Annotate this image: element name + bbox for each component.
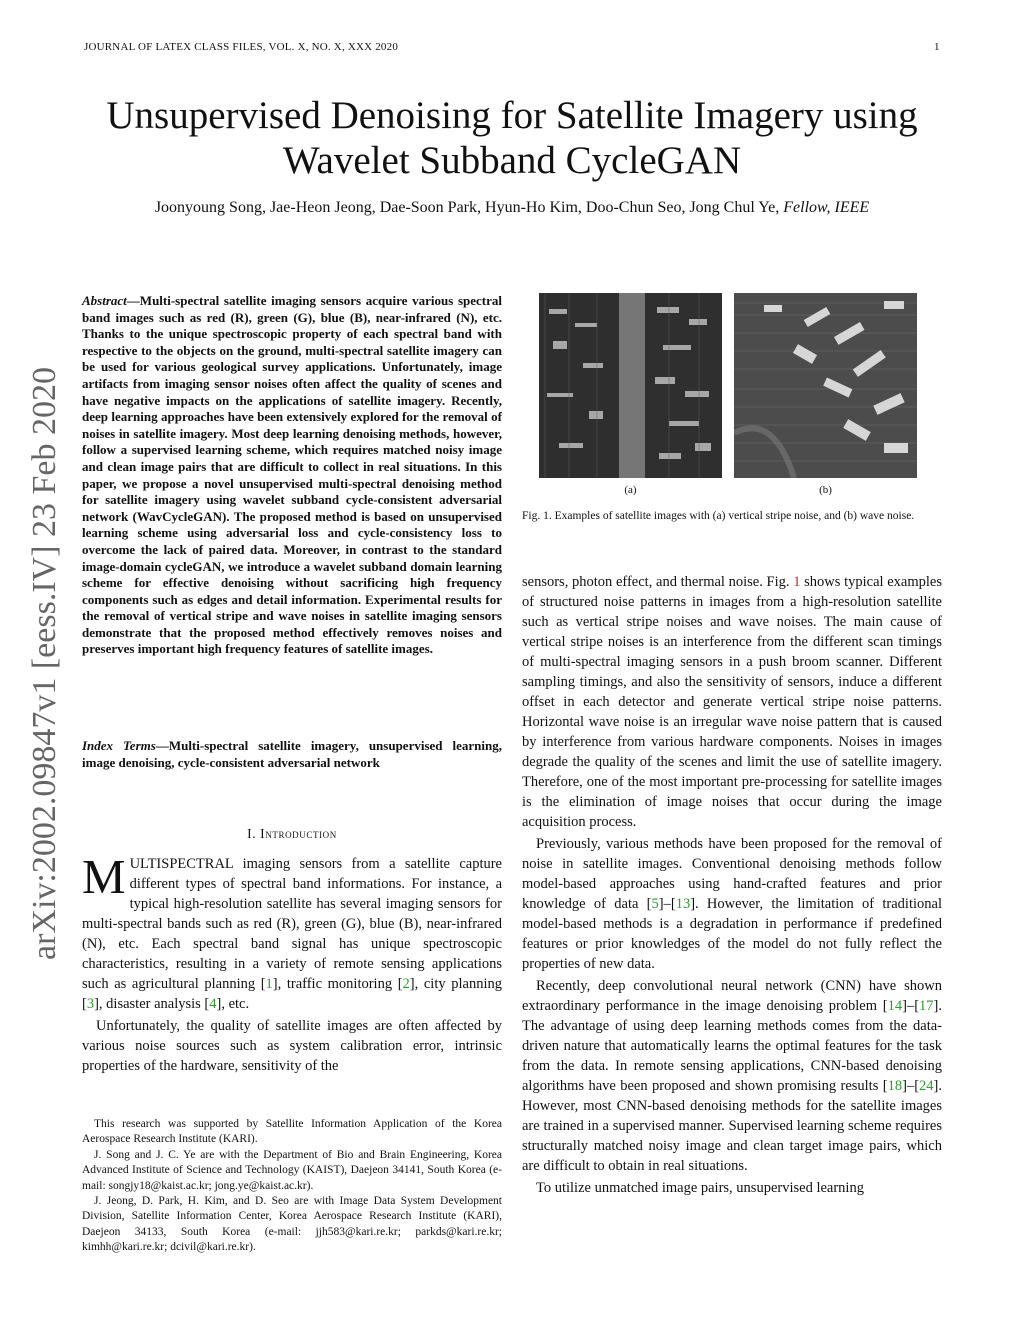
abstract-text: —Multi-spectral satellite imaging sensors acquire various spectral band images such as red (R), green (G), blue (B), near-infrared (N), etc. Thanks to the unique spectroscopic property of each spectral band with respective to the objects on the ground, multi-spectral satellite imagery can be used for various geological survey applications. Unfortunately, image artifacts from imaging sensor noises often affect the quality of scenes and have negative impacts on the applications of satellite imagery. Recently, deep learning approaches have been extensively explored for the removal of noises in satellite imagery. Most deep learning denoising methods, however, follow a supervised learning scheme, which requires matched noisy image and clean image pairs that are difficult to collect in real situations. In this paper, we propose a novel unsupervised multi-spectral denoising method for satellite imagery using wavelet subband cycle-consistent adversarial network (WavCycleGAN). The proposed method is based on unsupervised learning scheme using adversarial loss and cycle-consistency loss to overcome the lack of paired data. Moreover, in contrast to the standard image-domain cycleGAN, we introduce a wavelet subband domain learning scheme for effective denoising without sacrificing high frequency components such as edges and detail information. Experimental results for the removal of vertical stripe and wave noises in satellite imaging sensors demonstrate that the proposed method effectively removes noises and preserves important high frequency features of satellite images. (82, 293, 502, 657)
footnotes (82, 1117, 502, 1256)
intro-text: ], traffic monitoring [ (272, 976, 403, 992)
figure-reference-link[interactable]: 1 (793, 574, 801, 590)
citation-link[interactable]: 2 (402, 976, 410, 992)
footnote-affiliation-kaist: J. Song and J. C. Ye are with the Department of Bio and Brain Engineering, Korea Advanced Institute of Science and Technology (KAIST), Daejeon 34141, South Korea (e-mail: songjy18@kaist.ac.kr; jong.ye@kaist.ac.kr). (82, 1148, 502, 1192)
paper-title: Unsupervised Denoising for Satellite Imagery using Wavelet Subband CycleGAN (106, 94, 918, 182)
intro-text: ], etc. (216, 996, 250, 1012)
abstract (82, 293, 502, 658)
figure-1b-wave-noise-image (734, 293, 917, 478)
intro-text: ULTISPECTRAL imaging sensors from a satellite capture different types of spectral band informations. For instance, a typical high-resolution satellite has several imaging sensors for multi-spectral bands such as red (R), green (G), blue (B), near-infrared (N), etc. Each spectral band signal has unique spectroscopic characteristics, resulting in a variety of remote sensing applications such as agricultural planning [ (82, 856, 502, 992)
intro-text: ], disaster analysis [ (94, 996, 210, 1012)
intro-text: ], city planning [ (82, 976, 502, 1012)
right-paragraph-2 (522, 834, 942, 974)
body-text: ]. The advantage of using deep learning methods comes from the data-driven nature that automatically learns the optimal features for the task from the data. In remote sensing applications, CNN-based denoising algorithms have been proposed and shown promising results [ (522, 998, 942, 1094)
figure-1a-stripe-noise-image (539, 293, 722, 478)
body-text: ]–[ (902, 1078, 920, 1094)
figure-subcaption-a: (a) (624, 484, 637, 496)
author-list (60, 199, 964, 217)
body-text: ]–[ (902, 998, 920, 1014)
citation-link[interactable]: 13 (675, 896, 691, 912)
author-suffix: Fellow, IEEE (783, 199, 870, 216)
authors-names: Joonyoung Song, Jae-Heon Jeong, Dae-Soon Park, Hyun-Ho Kim, Doo-Chun Seo, Jong Chul Ye, (154, 199, 780, 216)
body-text: shows typical examples of structured noise patterns in images from a high-resolution satellite such as vertical stripe noises and wave noises. The main cause of vertical stripe noises is an interference from the different scan timings of multi-spectral imaging sensors in a push broom scanner. Different sampling timings, and also the sensitivity of sensors, induce a different offset in each detector and generate vertical stripe noise patterns. Horizontal wave noise is an irregular wave noise pattern that is caused by interference from various hardware components. Noises in images degrade the quality of the scenes and limit the use of satellite imagery. Therefore, one of the most important pre-processing for satellite images is the elimination of image noises that occur during the image acquisition process. (522, 574, 942, 830)
body-text: sensors, photon effect, and thermal noise. Fig. (522, 574, 794, 590)
footnote-affiliation-kari: J. Jeong, D. Park, H. Kim, and D. Seo are with Image Data System Development Division, Satellite Information Center, Korea Aerospace Research Institute (KARI), Daejeon 34133, South Korea (e-mail: jjh583@kari.re.kr; parkds@kari.re.kr; kimhh@kari.re.kr; dcivil@kari.re.kr). (82, 1195, 502, 1254)
figure-caption: Fig. 1. Examples of satellite images with (a) vertical stripe noise, and (b) wave noise. (522, 510, 915, 522)
dropcap-letter: M (82, 849, 126, 904)
right-paragraph-3 (522, 976, 942, 1176)
footnote-funding: This research was supported by Satellite Information Application of the Korea Aerospace Research Institute (KARI). (82, 1118, 502, 1146)
body-text: ]–[ (658, 896, 676, 912)
body-text: Recently, deep convolutional neural network (CNN) have shown extraordinary performance in the image denoising problem [ (522, 978, 942, 1014)
intro-paragraph-2: Unfortunately, the quality of satellite images are often affected by various noise sources such as system calibration error, intrinsic properties of the hardware, sensitivity of the (82, 1018, 502, 1074)
figure-subcaption-b: (b) (819, 484, 832, 496)
index-terms (82, 738, 502, 771)
page-number: 1 (934, 41, 940, 53)
citation-link[interactable]: 1 (265, 976, 273, 992)
index-terms-text: —Multi-spectral satellite imagery, unsupervised learning, image denoising, cycle-consistent adversarial network (82, 738, 502, 770)
right-column-body (522, 572, 942, 1198)
intro-body (82, 849, 502, 1076)
citation-link[interactable]: 24 (919, 1078, 934, 1094)
section-title: Introduction (260, 826, 337, 841)
citation-link[interactable]: 3 (86, 996, 95, 1012)
intro-paragraph-1 (82, 849, 502, 1014)
body-text: ]. However, the limitation of traditional model-based methods is a degradation in performance if predefined features or prior knowledges of the model do not fully reflect the properties of new data. (522, 896, 942, 972)
body-text: Previously, various methods have been proposed for the removal of noise in satellite images. Conventional denoising methods follow model-based approaches using hand-crafted features and prior knowledge of data [ (522, 836, 942, 912)
running-head: JOURNAL OF LATEX CLASS FILES, VOL. X, NO. X, XXX 2020 (84, 41, 399, 53)
section-number: I. (247, 826, 257, 841)
citation-link[interactable]: 4 (209, 996, 217, 1012)
abstract-lead: Abstract (82, 293, 127, 308)
right-paragraph-1 (522, 572, 942, 832)
citation-link[interactable]: 17 (919, 998, 934, 1014)
index-terms-lead: Index Terms (82, 738, 156, 753)
citation-link[interactable]: 18 (887, 1078, 903, 1094)
section-heading (82, 826, 502, 842)
body-text: ]. However, most CNN-based denoising methods for the satellite images are trained in a supervised manner. Supervised learning scheme requires structurally matched noisy image and clean target image pairs, which are difficult to obtain in real situations. (522, 1078, 942, 1174)
citation-link[interactable]: 5 (651, 896, 659, 912)
arxiv-stamp: arXiv:2002.09847v1 [eess.IV] 23 Feb 2020 (26, 366, 63, 960)
citation-link[interactable]: 14 (887, 998, 903, 1014)
right-paragraph-4: To utilize unmatched image pairs, unsupervised learning (536, 1180, 864, 1196)
